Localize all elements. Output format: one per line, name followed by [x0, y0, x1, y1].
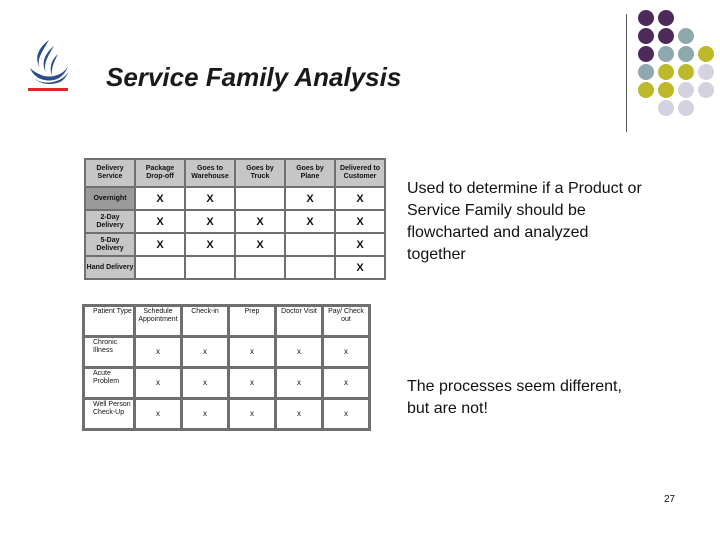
table-cell: X	[336, 188, 384, 209]
table-cell: X	[136, 188, 184, 209]
row-label: 5-Day Delivery	[86, 234, 134, 255]
table-header-cell: Doctor Visit	[277, 307, 321, 335]
table-cell: X	[286, 188, 334, 209]
row-label: 2-Day Delivery	[86, 211, 134, 232]
delivery-service-table	[84, 158, 386, 280]
table-cell: x	[136, 400, 180, 428]
row-label: Overnight	[86, 188, 134, 209]
table-cell: X	[236, 234, 284, 255]
table-cell: x	[136, 369, 180, 397]
table-cell: x	[277, 400, 321, 428]
table-cell: X	[336, 234, 384, 255]
dot	[658, 100, 674, 116]
table-row	[85, 400, 368, 428]
slide-title: Service Family Analysis	[106, 62, 402, 92]
dot	[678, 46, 694, 62]
row-label: Acute Problem	[85, 369, 133, 397]
table-header-cell: Package Drop-off	[136, 160, 184, 186]
dot	[698, 46, 714, 62]
table-cell	[186, 257, 234, 278]
dot	[698, 64, 714, 80]
dot	[638, 10, 654, 26]
table-header-cell: Check-in	[183, 307, 227, 335]
table-header-row	[85, 307, 368, 335]
conclusion-text: The processes seem different, but are not!	[407, 378, 622, 417]
table-header-cell: Pay/ Check out	[324, 307, 368, 335]
table-header-cell: Prep	[230, 307, 274, 335]
table-cell	[136, 257, 184, 278]
table-cell: X	[186, 234, 234, 255]
table-cell: x	[324, 400, 368, 428]
table-cell: x	[136, 338, 180, 366]
table-header-cell: Goes by Truck	[236, 160, 284, 186]
table-row	[86, 211, 384, 232]
table-header-cell: Delivered to Customer	[336, 160, 384, 186]
table-cell: X	[136, 234, 184, 255]
table-header-cell: Goes by Plane	[286, 160, 334, 186]
table-header-row	[86, 160, 384, 186]
dot	[658, 28, 674, 44]
table-cell: x	[324, 338, 368, 366]
table-cell: X	[186, 211, 234, 232]
decorative-dot-grid	[638, 10, 714, 118]
table-cell	[286, 234, 334, 255]
table-cell	[286, 257, 334, 278]
table-row	[86, 188, 384, 209]
table-cell: x	[230, 400, 274, 428]
dot	[678, 64, 694, 80]
table-cell: x	[324, 369, 368, 397]
table-cell: X	[336, 257, 384, 278]
table-cell: X	[136, 211, 184, 232]
row-label: Chronic Illness	[85, 338, 133, 366]
dot	[638, 64, 654, 80]
table-cell: x	[183, 338, 227, 366]
dot	[678, 82, 694, 98]
table-cell: X	[236, 211, 284, 232]
divider-line	[626, 14, 627, 132]
table-cell: x	[277, 338, 321, 366]
flame-logo-icon	[24, 38, 70, 94]
table-cell: x	[183, 369, 227, 397]
dot	[678, 100, 694, 116]
dot	[658, 64, 674, 80]
table-cell: X	[336, 211, 384, 232]
dot	[658, 82, 674, 98]
dot	[678, 28, 694, 44]
table-cell: x	[230, 369, 274, 397]
table-cell: X	[286, 211, 334, 232]
table-cell: x	[230, 338, 274, 366]
dot	[658, 10, 674, 26]
row-label: Well Person Check-Up	[85, 400, 133, 428]
page-number: 27	[664, 494, 676, 505]
table-header-cell: Schedule Appointment	[136, 307, 180, 335]
dot	[638, 46, 654, 62]
table-cell: x	[277, 369, 321, 397]
dot	[638, 82, 654, 98]
table-header-cell: Goes to Warehouse	[186, 160, 234, 186]
table-row	[85, 338, 368, 366]
description-text: Used to determine if a Product or Service Family should be flowcharted and analyzed together	[407, 180, 642, 263]
row-label: Hand Delivery	[86, 257, 134, 278]
dot	[658, 46, 674, 62]
table-cell: x	[183, 400, 227, 428]
patient-type-table	[82, 304, 371, 431]
table-cell	[236, 188, 284, 209]
table-header-cell: Patient Type	[85, 307, 133, 335]
dot	[698, 82, 714, 98]
table-cell	[236, 257, 284, 278]
dot	[638, 28, 654, 44]
table-header-cell: Delivery Service	[86, 160, 134, 186]
table-cell: X	[186, 188, 234, 209]
table-row	[86, 234, 384, 255]
table-row	[86, 257, 384, 278]
table-row	[85, 369, 368, 397]
